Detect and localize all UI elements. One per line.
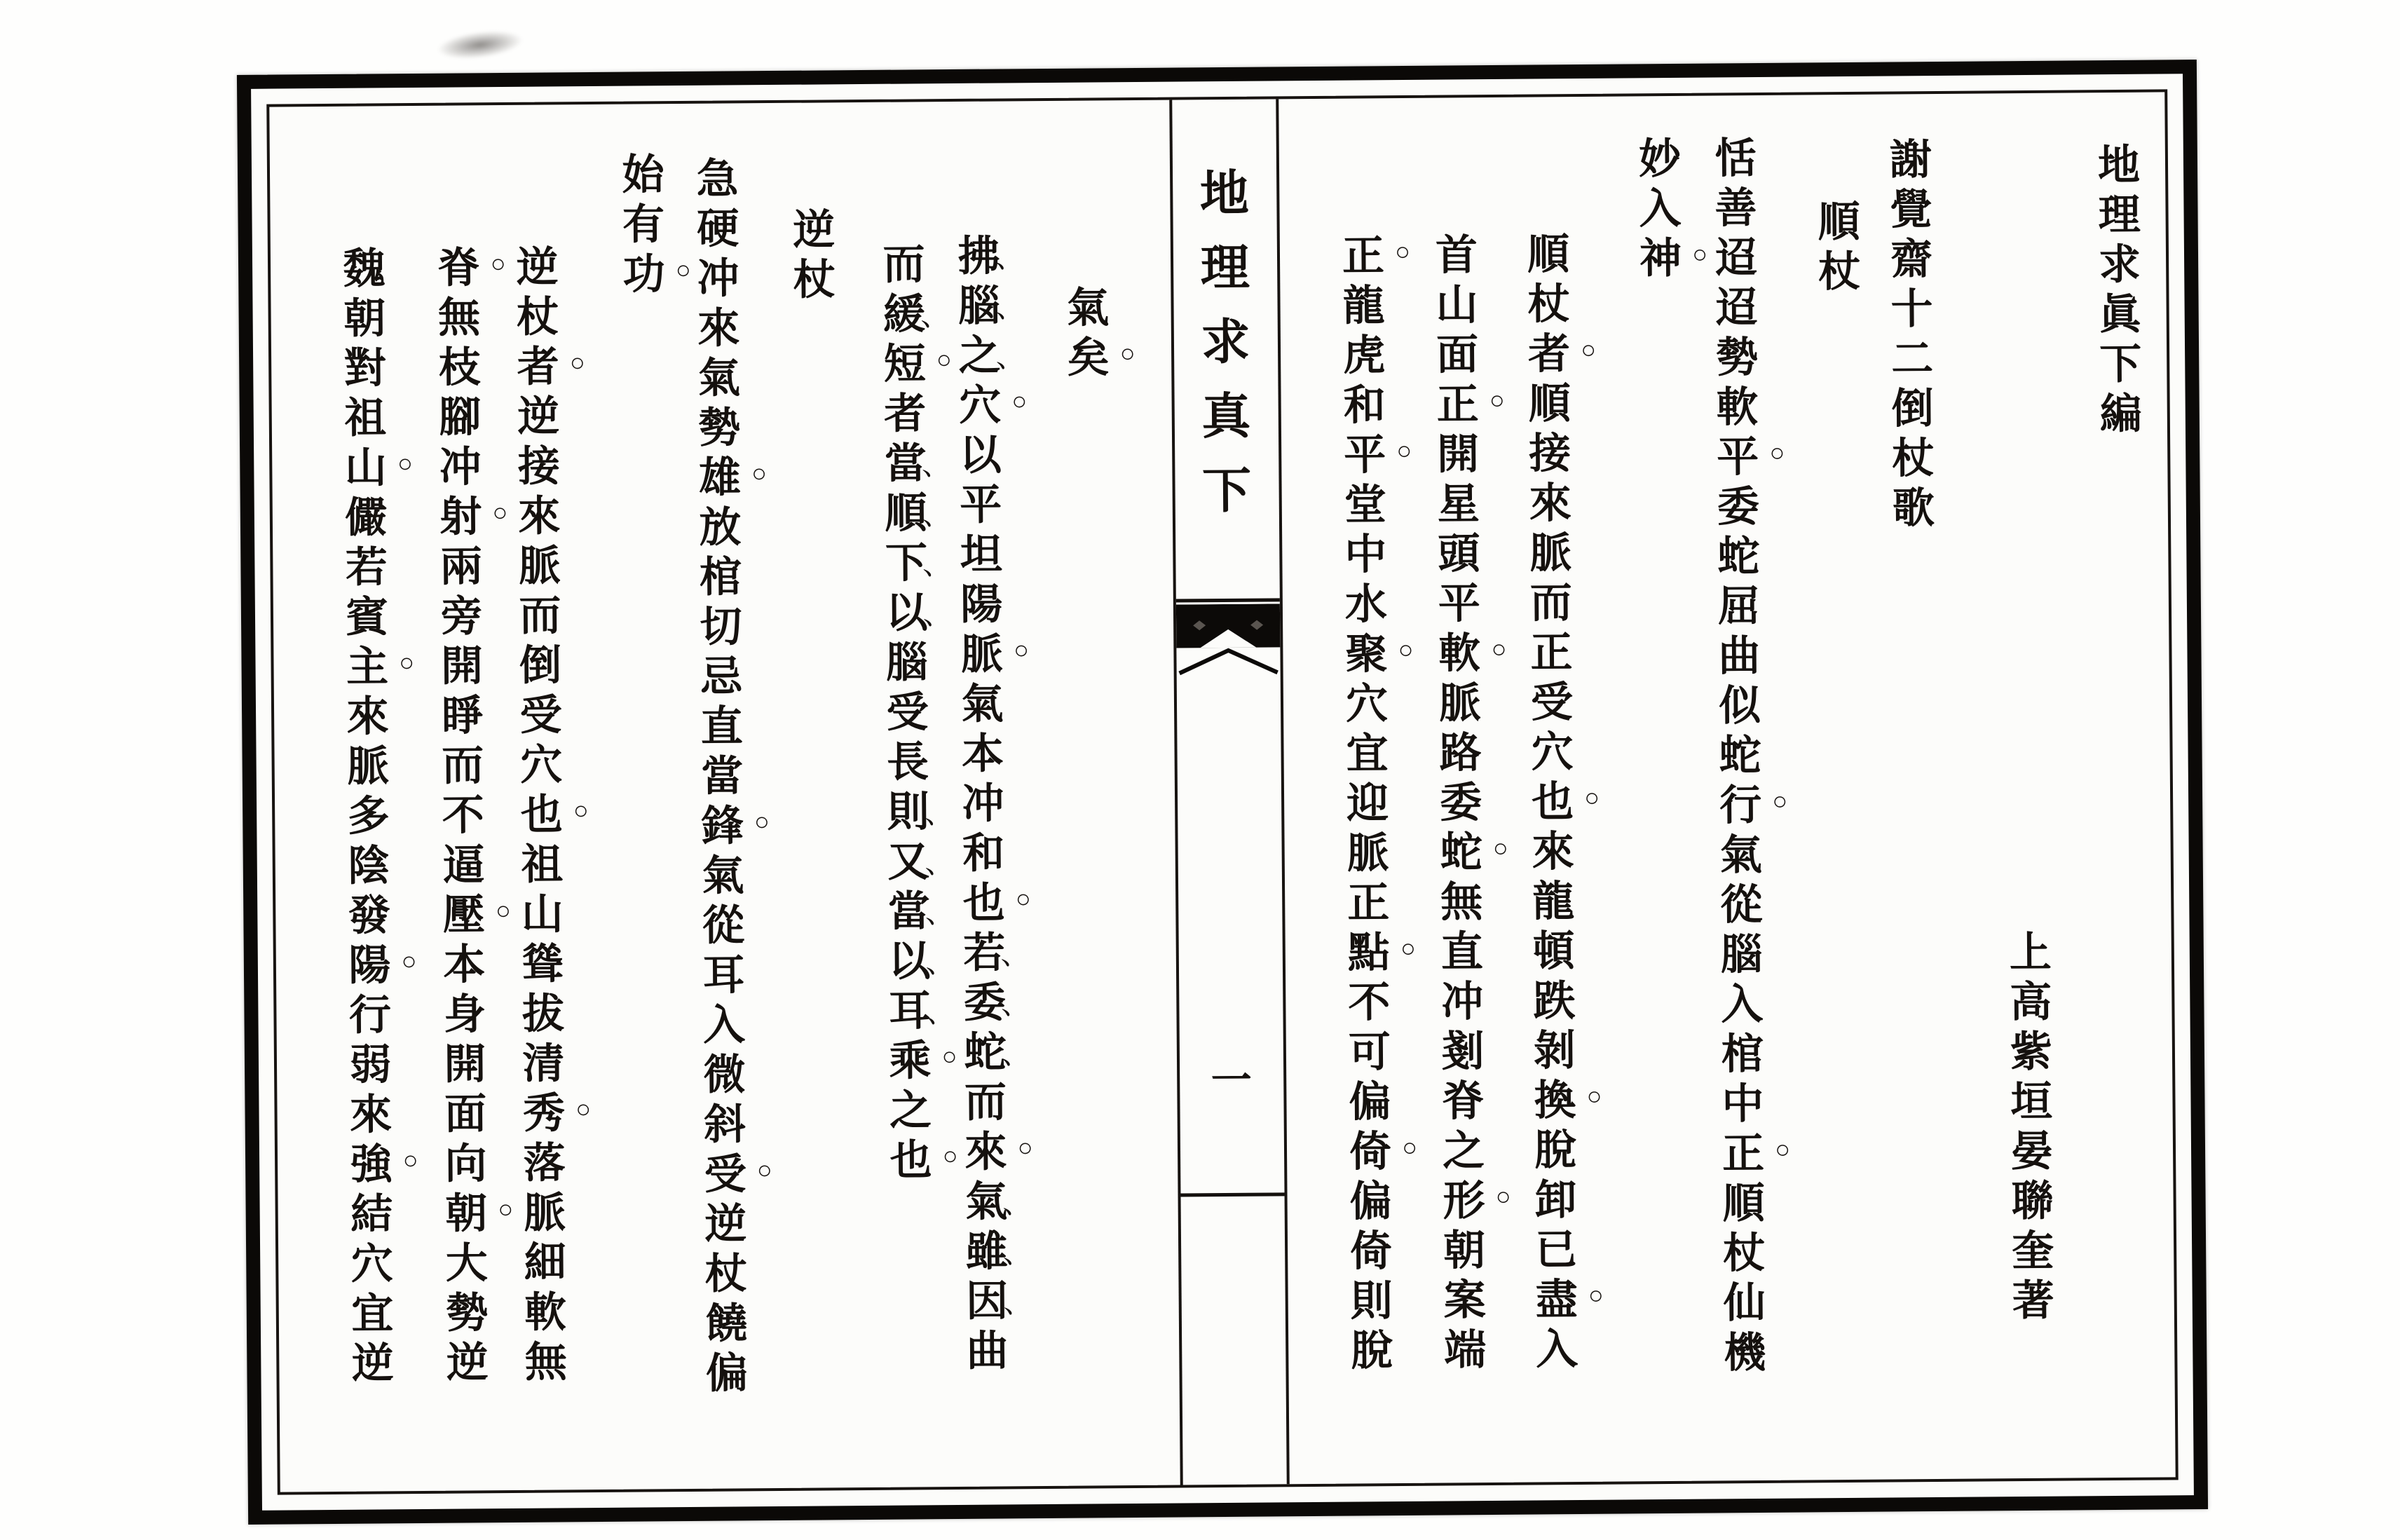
commentary-column: 逆 杖 者 ○ 逆 接 來 脈 而 倒 受 穴 也 ○ 祖 山 聳 拔 清 秀 ○ 落 脈 細 軟 無: [516, 244, 592, 1386]
verse-end-column: 始 有 功 ○: [622, 151, 691, 298]
emphasis-mark: ○: [1581, 335, 1597, 364]
emphasis-mark: 、: [995, 242, 1025, 275]
emphasis-mark: ○: [1491, 634, 1507, 663]
center-title: 地 理 求 真 下: [1199, 167, 1252, 519]
emphasis-mark: ○: [1013, 636, 1030, 665]
commentary-column: 正 ○ 龍 虎 和 平 ○ 堂 中 水 聚 ○ 穴 宜 迎 脈 正 點 ○ 不 可 偏 倚 ○ 偏 倚 則 脫: [1342, 233, 1418, 1375]
emphasis-mark: ○: [936, 346, 952, 374]
emphasis-mark: ○: [754, 808, 770, 836]
inner-border: [266, 89, 2178, 1494]
emphasis-mark: 、: [922, 499, 952, 532]
emphasis-mark: ○: [402, 1146, 418, 1175]
emphasis-mark: 、: [925, 847, 955, 880]
emphasis-mark: ○: [675, 255, 691, 285]
emphasis-mark: 、: [925, 897, 955, 930]
emphasis-mark: 、: [995, 341, 1025, 374]
emphasis-mark: ○: [490, 250, 506, 278]
commentary-column: 拂 、 腦 、 之 、 穴 ○ 以 平 坦 陽 脈 ○ 氣 本 冲 和 也 ○ 若 、 委 、 蛇 、 而 來 ○ 氣 、 雖 、 因 、 曲: [957, 233, 1033, 1375]
emphasis-mark: 、: [925, 947, 955, 980]
emphasis-mark: ○: [941, 1042, 957, 1071]
emphasis-mark: ○: [397, 449, 413, 478]
emphasis-mark: ○: [495, 896, 511, 925]
emphasis-mark: 、: [1003, 1287, 1033, 1320]
song-title-column: 謝 覺 齋 十 二 倒 杖 歌: [1889, 137, 1935, 532]
emphasis-mark: ○: [399, 648, 415, 677]
emphasis-mark: ○: [1396, 436, 1412, 465]
emphasis-mark: 、: [1002, 1237, 1032, 1270]
emphasis-mark: 、: [924, 798, 954, 831]
emphasis-mark: 、: [995, 292, 1025, 325]
emphasis-mark: ○: [942, 1141, 958, 1171]
section-heading-column: 逆 杖: [792, 207, 836, 304]
emphasis-mark: ○: [498, 1194, 514, 1224]
folio-title-column: 地 理 求 眞 下 編: [2097, 142, 2143, 438]
commentary-column: 順 杖 者 ○ 順 接 來 脈 而 正 受 穴 也 ○ 來 龍 頓 跌 剝 換 ○ 脫 卸 已 盡 ○ 入: [1527, 231, 1604, 1373]
emphasis-mark: ○: [1692, 240, 1708, 268]
emphasis-mark: ○: [1015, 885, 1031, 913]
emphasis-mark: ○: [1402, 1133, 1418, 1162]
emphasis-mark: ○: [1584, 783, 1600, 812]
emphasis-mark: ○: [1119, 339, 1136, 368]
emphasis-mark: 、: [1000, 988, 1031, 1021]
emphasis-mark: ○: [1395, 237, 1411, 266]
center-folding-column: [1169, 99, 1290, 1485]
left-page: [269, 100, 1180, 1492]
emphasis-mark: ○: [573, 796, 589, 825]
commentary-column: 而 緩 、 短 ○ 者 當 、 順 、 下 、 以 、 腦 受 長 則 、 又 、 當 、 以 、 耳 、 乘 ○ 之 也 ○: [882, 241, 958, 1184]
emphasis-mark: ○: [1011, 387, 1028, 416]
emphasis-mark: 、: [922, 549, 953, 582]
verse-column: 急 硬 冲 來 氣 勢 雄 ○ 放 棺 切 忌 直 當 鋒 ○ 氣 從 耳 入 微 斜 受 ○ 逆 杖 饒 偏: [696, 156, 772, 1397]
author-column: 上 高 紫 垣 晏 聯 奎 著: [2009, 929, 2054, 1325]
emphasis-mark: 、: [921, 449, 952, 482]
commentary-column: 氣 矣 ○: [1066, 285, 1136, 381]
emphasis-mark: ○: [1489, 386, 1505, 414]
right-page: [1279, 92, 2176, 1484]
emphasis-mark: ○: [1492, 833, 1508, 862]
emphasis-mark: ○: [1017, 1133, 1033, 1162]
scan-smudge: [418, 20, 541, 70]
emphasis-mark: 、: [920, 300, 950, 333]
emphasis-mark: 、: [1000, 939, 1030, 972]
emphasis-mark: ○: [569, 348, 585, 377]
emphasis-mark: ○: [401, 947, 417, 976]
emphasis-mark: ○: [1586, 1082, 1602, 1110]
fishtail-icon: [1175, 604, 1280, 697]
emphasis-mark: 、: [1002, 1187, 1032, 1220]
emphasis-mark: ○: [1495, 1182, 1511, 1211]
page-border-frame: [237, 60, 2208, 1525]
emphasis-mark: 、: [925, 997, 956, 1030]
emphasis-mark: ○: [751, 459, 768, 488]
emphasis-mark: 、: [922, 599, 953, 632]
emphasis-mark: ○: [756, 1156, 772, 1185]
commentary-column: 魏 朝 對 祖 山 ○ 儼 若 賓 主 ○ 來 脈 多 陰 發 陽 ○ 行 弱 來 強 ○ 結 穴 宜 逆: [343, 245, 418, 1387]
emphasis-mark: ○: [1400, 934, 1416, 963]
emphasis-mark: ○: [1775, 1135, 1791, 1164]
verse-end-column: 妙 入 神 ○: [1638, 135, 1708, 282]
emphasis-mark: ○: [1398, 635, 1414, 665]
emphasis-mark: ○: [1769, 438, 1785, 467]
emphasis-mark: ○: [575, 1095, 592, 1124]
verse-column: 恬 善 迢 迢 勢 軟 平 ○ 委 蛇 屈 曲 似 蛇 行 ○ 氣 從 腦 入 棺 中 正 ○ 順 杖 仙 機: [1714, 135, 1791, 1377]
emphasis-mark: ○: [492, 498, 508, 527]
divider-rule: [1180, 1192, 1284, 1197]
emphasis-mark: ○: [1588, 1281, 1604, 1309]
commentary-column: 首 山 面 正 ○ 開 星 頭 平 軟 ○ 脈 路 委 蛇 ○ 無 直 冲 剗 脊 之 形 ○ 朝 案 端: [1435, 232, 1511, 1374]
page-number: 一: [1211, 1057, 1252, 1104]
emphasis-mark: ○: [1772, 786, 1788, 815]
emphasis-mark: 、: [1001, 1038, 1031, 1071]
divider-rule: [1175, 598, 1279, 602]
section-heading-column: 順 杖: [1818, 198, 1861, 296]
commentary-column: 脊 ○ 無 枝 腳 冲 射 ○ 兩 旁 開 睜 而 不 逼 壓 ○ 本 身 開 面 向 朝 ○ 大 勢 逆: [437, 245, 514, 1386]
